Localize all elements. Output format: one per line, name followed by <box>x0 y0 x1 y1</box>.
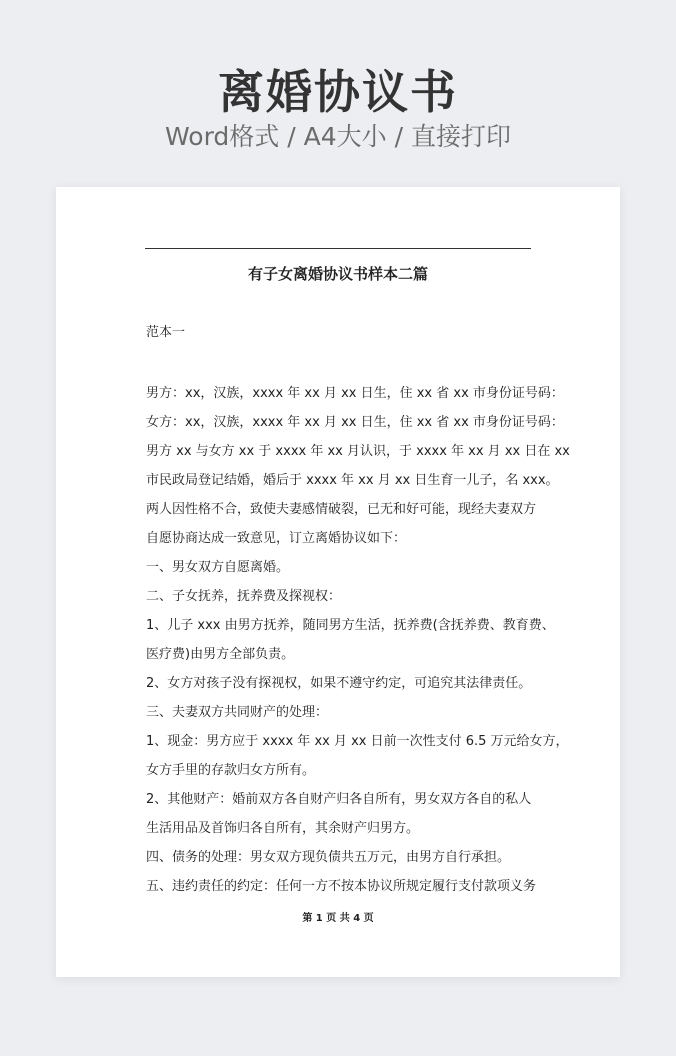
body-line: 市民政局登记结婚，婚后于 xxxx 年 xx 月 xx 日生育一儿子，名 xxx。 <box>146 473 559 488</box>
body-line: 2、女方对孩子没有探视权，如果不遵守约定，可追究其法律责任。 <box>146 676 532 691</box>
body-line: 1、儿子 xxx 由男方抚养，随同男方生活，抚养费(含抚养费、教育费、 <box>146 618 555 633</box>
body-line: 五、违约责任的约定：任何一方不按本协议所规定履行支付款项义务 <box>146 879 537 894</box>
body-line: 生活用品及首饰归各自所有，其余财产归男方。 <box>146 821 420 836</box>
body-line: 2、其他财产：婚前双方各自财产归各自所有，男女双方各自的私人 <box>146 792 532 807</box>
body-line: 自愿协商达成一致意见，订立离婚协议如下： <box>146 531 407 546</box>
body-line: 男方：xx，汉族，xxxx 年 xx 月 xx 日生，住 xx 省 xx 市身份证号码： <box>146 386 564 401</box>
body-line: 四、债务的处理：男女双方现负债共五万元，由男方自行承担。 <box>146 850 511 865</box>
promo-title: 离婚协议书 <box>218 65 458 119</box>
body-line: 女方：xx，汉族，xxxx 年 xx 月 xx 日生，住 xx 省 xx 市身份证号码： <box>146 415 564 430</box>
document-body <box>146 379 570 901</box>
promo-subtitle: Word格式 / A4大小 / 直接打印 <box>165 122 511 151</box>
body-line: 医疗费)由男方全部负责。 <box>146 647 295 662</box>
body-line: 一、男女双方自愿离婚。 <box>146 560 290 575</box>
body-line: 二、子女抚养，抚养费及探视权： <box>146 589 342 604</box>
document-page <box>56 187 620 977</box>
page-number: 第 1 页 共 4 页 <box>302 913 374 924</box>
body-line: 两人因性格不合，致使夫妻感情破裂，已无和好可能，现经夫妻双方 <box>146 502 537 517</box>
body-line: 1、现金：男方应于 xxxx 年 xx 月 xx 日前一次性支付 6.5 万元给女方， <box>146 734 569 749</box>
section-label: 范本一 <box>146 325 186 340</box>
body-line: 女方手里的存款归女方所有。 <box>146 763 316 778</box>
body-line: 男方 xx 与女方 xx 于 xxxx 年 xx 月认识，于 xxxx 年 xx 月 xx 日在 xx <box>146 444 570 459</box>
header-divider <box>145 248 531 249</box>
body-line: 三、夫妻双方共同财产的处理： <box>146 705 329 720</box>
document-title: 有子女离婚协议书样本二篇 <box>247 265 428 283</box>
